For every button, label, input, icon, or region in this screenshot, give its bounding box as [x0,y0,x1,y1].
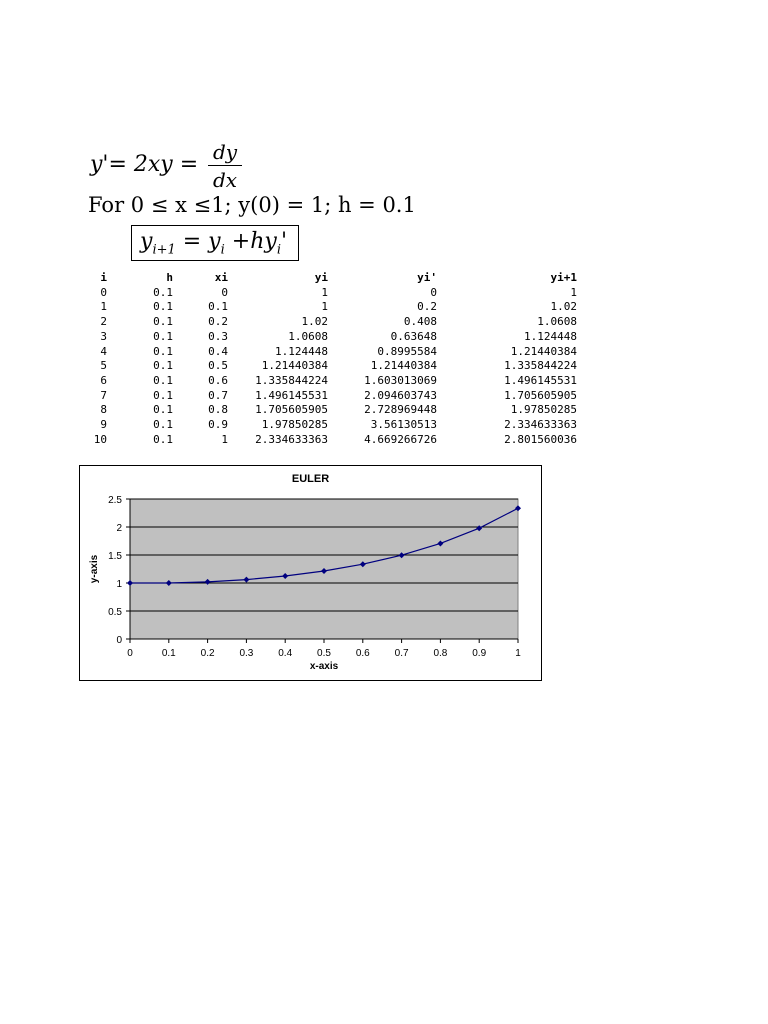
table-cell: 1 [100,300,107,314]
table-cell: 0.408 [403,315,437,329]
table-cell: 0.63648 [390,329,437,343]
formula-tail: ' [281,229,288,254]
table-cell: 0 [221,285,228,299]
table-cell: 0.2 [417,300,437,314]
table-header-cell: h [166,271,173,284]
formula-sub-mid: i [220,242,225,258]
x-tick-label: 0.4 [278,648,293,659]
table-cell: 1.124448 [524,329,577,343]
table-cell: 0.1 [153,403,173,417]
table-row [80,374,590,389]
table-cell: 1 [570,285,577,299]
table-cell: 0.6 [208,373,228,387]
table-row [80,330,590,345]
table-cell: 2.334633363 [255,432,328,446]
table-cell: 1.97850285 [261,418,328,431]
x-axis-label: x-axis [309,661,339,672]
x-tick-label: 1 [515,648,521,659]
table-cell: 0.5 [208,359,228,373]
table-cell: 0.1 [208,300,228,314]
x-tick-label: 0.6 [355,648,370,659]
table-cell: 1.21440384 [370,359,437,373]
table-header-row [80,271,590,286]
table-cell: 1 [321,285,328,299]
x-tick-label: 0.8 [433,648,448,659]
table-header-cell: xi [214,271,228,284]
table-cell: 0.1 [153,344,173,358]
table-row [80,345,590,360]
table-cell: 1.603013069 [364,373,437,387]
table-row [80,315,590,330]
table-cell: 1.21440384 [261,359,328,373]
table-cell: 0.8995584 [377,344,437,358]
table-cell: 0.7 [208,388,228,402]
euler-formula-box [131,225,299,261]
table-cell: 0.8 [208,403,228,417]
table-cell: 4.669266726 [364,432,437,446]
table-cell: 1 [221,432,228,446]
x-tick-label: 0.9 [472,648,487,659]
initial-condition: For 0 ≤ x ≤1; y(0) = 1; h = 0.1 [88,193,416,217]
table-cell: 1.02 [550,300,577,314]
x-tick-label: 0.7 [394,648,409,659]
table-cell: 1.335844224 [504,359,577,373]
y-tick-label: 2.5 [108,495,122,506]
table-cell: 0.1 [153,432,173,446]
table-cell: 2.334633363 [504,418,577,431]
y-tick-label: 0 [116,635,122,646]
table-cell: 2.728969448 [364,403,437,417]
table-cell: 1.335844224 [255,373,328,387]
table-cell: 1.02 [301,315,328,329]
euler-formula [140,229,287,257]
chart-canvas [80,466,541,680]
table-cell: 2.094603743 [364,388,437,402]
x-tick-label: 0.1 [161,648,176,659]
ode-equation [90,140,390,196]
table-cell: 6 [100,373,107,387]
table-cell: 5 [100,359,107,373]
table-cell: 3 [100,329,107,343]
table-cell: 10 [93,432,107,446]
table-cell: 0.1 [153,285,173,299]
table-header-cell: yi' [417,271,437,284]
formula-sub-right: i [276,242,281,258]
table-cell: 0.1 [153,300,173,314]
table-row [80,286,590,301]
table-cell: 1.21440384 [510,344,577,358]
table-cell: 1.705605905 [504,388,577,402]
formula-sub-left: i+1 [152,242,176,258]
derivative-fraction [208,140,242,192]
table-cell: 0.1 [153,373,173,387]
table-cell: 1.97850285 [510,403,577,417]
formula-y: y [140,229,153,254]
ode-lhs: y'= 2xy = [90,152,199,177]
y-tick-label: 1 [116,579,122,590]
y-axis-label: y-axis [89,554,100,584]
table-cell: 2 [100,315,107,329]
table-cell: 1 [321,300,328,314]
table-cell: 1.496145531 [504,373,577,387]
table-cell: 0.2 [208,315,228,329]
chart-title: EULER [291,473,330,485]
table-row [80,359,590,374]
table-cell: 0.9 [208,418,228,431]
table-cell: 9 [100,418,107,431]
table-cell: 0.3 [208,329,228,343]
table-row [80,433,590,448]
table-row [80,300,590,315]
fraction-numerator: dy [212,140,238,164]
x-tick-label: 0.5 [317,648,331,659]
table-cell: 1.0608 [288,329,328,343]
table-row [80,418,590,433]
table-cell: 0 [430,285,437,299]
table-cell: 0.1 [153,359,173,373]
table-cell: 1.496145531 [255,388,328,402]
table-cell: 0.4 [208,344,228,358]
table-cell: 1.705605905 [255,403,328,417]
formula-mid: = y [175,229,221,254]
table-cell: 8 [100,403,107,417]
table-cell: 1.124448 [275,344,328,358]
table-row [80,403,590,418]
table-cell: 7 [100,388,107,402]
table-cell: 0.1 [153,329,173,343]
table-cell: 0.1 [153,388,173,402]
fraction-denominator: dx [212,168,238,192]
table-row [80,389,590,404]
formula-plus: +hy [224,229,277,254]
fraction-bar [208,165,242,166]
table-header-cell: yi [314,271,328,284]
table-header-cell: yi+1 [550,271,577,284]
table-cell: 0 [100,285,107,299]
table-cell: 0.1 [153,315,173,329]
table-cell: 0.1 [153,418,173,431]
y-tick-label: 1.5 [108,551,122,562]
table-cell: 3.56130513 [370,418,437,431]
euler-chart [79,465,542,681]
table-header-cell: i [100,271,107,284]
y-tick-label: 0.5 [108,607,122,618]
y-tick-label: 2 [116,523,122,534]
x-tick-label: 0 [127,648,133,659]
x-tick-label: 0.3 [239,648,254,659]
table-cell: 1.0608 [537,315,577,329]
x-tick-label: 0.2 [200,648,215,659]
table-cell: 4 [100,344,107,358]
table-cell: 2.801560036 [504,432,577,446]
